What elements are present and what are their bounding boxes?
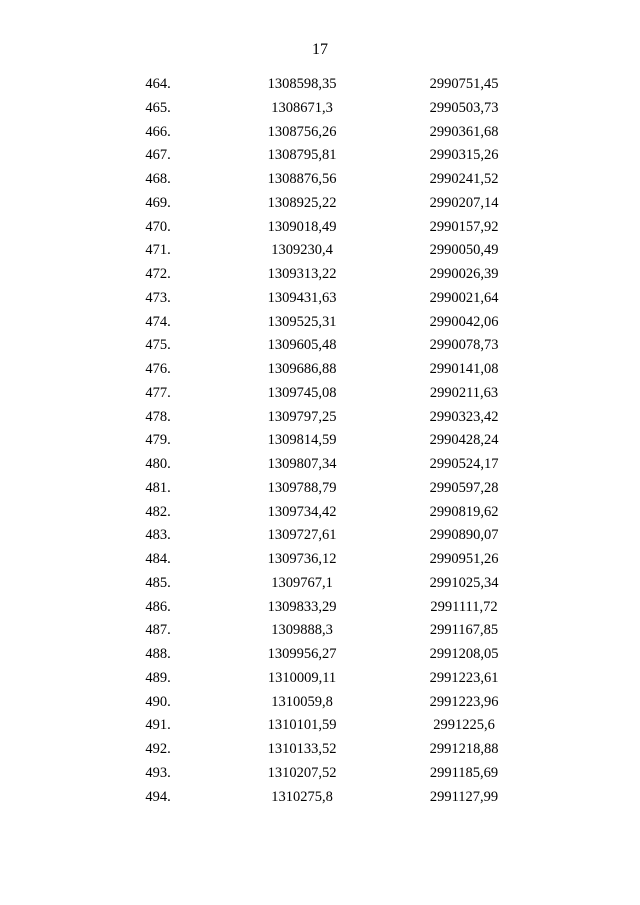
x-coordinate-cell: 1309788,79 — [267, 479, 337, 496]
y-coordinate-cell: 2990503,73 — [429, 99, 499, 116]
table-row — [100, 311, 540, 335]
table-row — [100, 596, 540, 620]
coordinates-table — [100, 73, 540, 809]
point-number-cell: 477. — [145, 384, 171, 401]
point-number-cell: 469. — [145, 194, 171, 211]
point-number-cell: 484. — [145, 551, 171, 567]
table-row — [100, 619, 540, 643]
table-row — [100, 192, 540, 216]
y-coordinate-cell: 2990361,68 — [429, 123, 499, 140]
point-number-cell: 474. — [145, 313, 171, 330]
x-coordinate-cell: 1310207,52 — [267, 764, 337, 781]
point-number-cell: 485. — [145, 574, 171, 591]
page-number: 17 — [312, 41, 328, 58]
table-row — [100, 667, 540, 691]
point-number-cell: 493. — [145, 764, 171, 781]
point-number-cell: 481. — [145, 479, 171, 496]
table-row — [100, 216, 540, 240]
point-number-cell: 464. — [145, 76, 171, 92]
point-number-cell: 490. — [145, 693, 171, 710]
y-coordinate-cell: 2990042,06 — [429, 313, 499, 330]
point-number-cell: 491. — [145, 717, 171, 734]
table-row — [100, 453, 540, 477]
x-coordinate-cell: 1309745,08 — [267, 384, 337, 401]
table-row — [100, 524, 540, 548]
x-coordinate-cell: 1309605,48 — [267, 337, 337, 354]
y-coordinate-cell: 2991225,6 — [433, 717, 495, 734]
y-coordinate-cell: 2990751,45 — [429, 76, 499, 92]
y-coordinate-cell: 2991185,69 — [429, 764, 499, 781]
table-row — [100, 239, 540, 263]
coordinates-table-body — [100, 73, 540, 809]
x-coordinate-cell: 1309230,4 — [271, 242, 333, 259]
y-coordinate-cell: 2990524,17 — [429, 456, 499, 472]
y-coordinate-cell: 2990050,49 — [429, 242, 499, 259]
y-coordinate-cell: 2991025,34 — [429, 574, 499, 591]
y-coordinate-cell: 2990951,26 — [429, 551, 499, 567]
table-row — [100, 97, 540, 121]
point-number-cell: 472. — [145, 266, 171, 282]
table-row — [100, 477, 540, 501]
point-number-cell: 489. — [145, 669, 171, 686]
table-row — [100, 287, 540, 311]
x-coordinate-cell: 1310059,8 — [271, 693, 333, 710]
y-coordinate-cell: 2990211,63 — [429, 384, 499, 401]
y-coordinate-cell: 2990241,52 — [429, 171, 499, 187]
point-number-cell: 483. — [145, 527, 171, 544]
table-row — [100, 548, 540, 572]
x-coordinate-cell: 1309727,61 — [267, 527, 337, 544]
y-coordinate-cell: 2990207,14 — [429, 194, 499, 211]
x-coordinate-cell: 1310009,11 — [267, 669, 337, 686]
point-number-cell: 467. — [145, 147, 171, 164]
table-row — [100, 762, 540, 786]
x-coordinate-cell: 1308925,22 — [267, 194, 337, 211]
table-row — [100, 334, 540, 358]
point-number-cell: 487. — [145, 622, 171, 639]
y-coordinate-cell: 2990597,28 — [429, 479, 499, 496]
table-row — [100, 406, 540, 430]
x-coordinate-cell: 1309313,22 — [267, 266, 337, 282]
y-coordinate-cell: 2990021,64 — [429, 289, 499, 306]
table-row — [100, 501, 540, 525]
y-coordinate-cell: 2990315,26 — [429, 147, 499, 164]
table-row — [100, 358, 540, 382]
point-number-cell: 479. — [145, 432, 171, 449]
y-coordinate-cell: 2990428,24 — [429, 432, 499, 449]
x-coordinate-cell: 1309686,88 — [267, 361, 337, 377]
y-coordinate-cell: 2990026,39 — [429, 266, 499, 282]
x-coordinate-cell: 1309767,1 — [271, 574, 333, 591]
table-row — [100, 572, 540, 596]
table-row — [100, 382, 540, 406]
x-coordinate-cell: 1308756,26 — [267, 123, 337, 140]
x-coordinate-cell: 1309814,59 — [267, 432, 337, 449]
table-row — [100, 263, 540, 287]
table-row — [100, 714, 540, 738]
table-row — [100, 144, 540, 168]
point-number-cell: 478. — [145, 408, 171, 425]
y-coordinate-cell: 2991223,96 — [429, 693, 499, 710]
point-number-cell: 475. — [145, 337, 171, 354]
table-row — [100, 73, 540, 97]
y-coordinate-cell: 2990078,73 — [429, 337, 499, 354]
point-number-cell: 480. — [145, 456, 171, 472]
table-row — [100, 168, 540, 192]
x-coordinate-cell: 1309956,27 — [267, 646, 337, 662]
table-row — [100, 786, 540, 810]
x-coordinate-cell: 1309797,25 — [267, 408, 337, 425]
x-coordinate-cell: 1308795,81 — [267, 147, 337, 164]
x-coordinate-cell: 1308598,35 — [267, 76, 337, 92]
y-coordinate-cell: 2991167,85 — [429, 622, 499, 639]
y-coordinate-cell: 2991223,61 — [429, 669, 499, 686]
point-number-cell: 473. — [145, 289, 171, 306]
point-number-cell: 470. — [145, 218, 171, 235]
point-number-cell: 471. — [145, 242, 171, 259]
table-row — [100, 121, 540, 145]
x-coordinate-cell: 1309734,42 — [267, 503, 337, 520]
x-coordinate-cell: 1309736,12 — [267, 551, 337, 567]
x-coordinate-cell: 1309018,49 — [267, 218, 337, 235]
point-number-cell: 465. — [145, 99, 171, 116]
table-row — [100, 643, 540, 667]
y-coordinate-cell: 2991127,99 — [429, 788, 499, 805]
x-coordinate-cell: 1310133,52 — [267, 741, 337, 757]
y-coordinate-cell: 2990141,08 — [429, 361, 499, 377]
point-number-cell: 482. — [145, 503, 171, 520]
x-coordinate-cell: 1308671,3 — [271, 99, 333, 116]
y-coordinate-cell: 2990819,62 — [429, 503, 499, 520]
y-coordinate-cell: 2990323,42 — [429, 408, 499, 425]
x-coordinate-cell: 1308876,56 — [267, 171, 337, 187]
table-row — [100, 691, 540, 715]
x-coordinate-cell: 1309431,63 — [267, 289, 337, 306]
table-row — [100, 429, 540, 453]
point-number-cell: 466. — [145, 123, 171, 140]
y-coordinate-cell: 2990157,92 — [429, 218, 499, 235]
point-number-cell: 494. — [145, 788, 171, 805]
table-row — [100, 738, 540, 762]
point-number-cell: 488. — [145, 646, 171, 662]
x-coordinate-cell: 1309525,31 — [267, 313, 337, 330]
y-coordinate-cell: 2990890,07 — [429, 527, 499, 544]
point-number-cell: 492. — [145, 741, 171, 757]
x-coordinate-cell: 1309807,34 — [267, 456, 337, 472]
x-coordinate-cell: 1310275,8 — [271, 788, 333, 805]
y-coordinate-cell: 2991218,88 — [429, 741, 499, 757]
point-number-cell: 486. — [145, 598, 171, 615]
x-coordinate-cell: 1309833,29 — [267, 598, 337, 615]
x-coordinate-cell: 1310101,59 — [267, 717, 337, 734]
y-coordinate-cell: 2991111,72 — [430, 598, 498, 615]
point-number-cell: 476. — [145, 361, 171, 377]
point-number-cell: 468. — [145, 171, 171, 187]
y-coordinate-cell: 2991208,05 — [429, 646, 499, 662]
x-coordinate-cell: 1309888,3 — [271, 622, 333, 639]
